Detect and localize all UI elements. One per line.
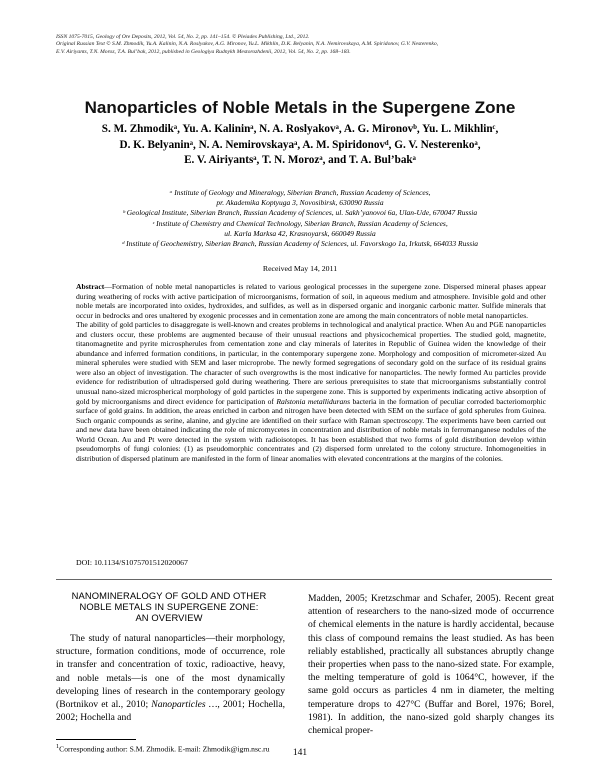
section-heading-line-2: NOBLE METALS IN SUPERGENE ZONE: <box>79 601 259 613</box>
left-text-a: The study of natural nanoparticles—their morphology, structure, formation conditions, mode of occurrence, role in transfer and concentration of toxic, radioactive, heavy, and noble metals—is one of the most dynamically developing lines of research in the contemporary geology (Bortnikov et al., 2010; <box>56 633 285 711</box>
abstract-text-2a: The ability of gold particles to disaggregate is well-known and creates problems in technological and analytical practice. When Au and PGE nanoparticles and clusters occur, these problems are augmented because of their unusual reactions and physicochemical properties. The studied gold, magnetite, titanomagnetite and pyrite microspherules from cementation zone and clay minerals of laterites in Republic of Guinea widen the knowledge of their abundance and inferred formation conditions, in particular, in the contemporary supergene zone. Morphology and composition of micrometer-sized Au mineral spherules were studied with SEM and laser microprobe. The newly formed segregations of secondary gold on the surface of its residual grains were also an object of investigation. The character of such overgrowths is the most indicative for nanoparticles. The newly formed Au particles provide evidence for redistribution of ultradispersed gold during weathering. There are serious prerequisites to state that microorganisms substantially control unusual nano-sized microspherical morphology of gold particles in the supergene zone. This is supported by experiments indicating active absorption of gold by microorganisms and direct evidence for participation of <box>76 320 546 406</box>
paper-title: Nanoparticles of Noble Metals in the Supergene Zone <box>84 98 516 117</box>
abstract-paragraph-1 <box>76 282 546 320</box>
left-text-b: , 2001; Hochella, 2002; Hochella and <box>56 699 285 724</box>
affiliation-a-line-2: pr. Akademika Koptyuga 3, Novosibirsk, 630090 Russia <box>216 198 384 208</box>
page-number: 141 <box>292 748 308 758</box>
section-heading-line-1: NANOMINERALOGY OF GOLD AND OTHER <box>71 590 267 601</box>
abstract-bacteria-name: Ralstonia metallidurans <box>276 396 351 406</box>
affiliation-d: ᵈ Institute of Geochemistry, Siberian Branch, Russian Academy of Sciences, ul. Favorskogo 1a, Irkutsk, 664033 Russia <box>121 239 479 249</box>
affiliation-b: ᵇ Geological Institute, Siberian Branch, Russian Academy of Sciences, ul. Sakh’yanovoi 6a, Ulan-Ude, 670047 Russia <box>122 208 478 218</box>
footnote-text: Corresponding author: S.M. Zhmodik. E-mail: Zhmodik@igm.nsc.ru <box>59 744 270 754</box>
journal-header <box>56 34 556 56</box>
received-date: Received May 14, 2011 <box>262 264 338 273</box>
section-heading <box>56 590 282 624</box>
affiliation-c-line-2: ul. Karla Marksa 42, Krasnoyarsk, 660049 Russia <box>224 228 376 238</box>
body-column-right: Madden, 2005; Kretzschmar and Schafer, 2005). Recent great attention of researchers to the nano-sized mode of occurrence of chemical elements in the nature is hardly accidental, because this class of compound remains the least studied. As has been reliably established, practically all substances abruptly change their properties when pass to the nano-sized state. For example, the melting temperature of gold is 1064°C, however, if the same gold occurs as particles 4 nm in diameter, the melting temperature drops to 427°C (Buffar and Borel, 1976; Borel, 1981). In addition, the nano-sized gold sharply changes its chemical proper- <box>308 593 554 737</box>
header-line-1: ISSN 1075-7015, Geology of Ore Deposits, 2012, Vol. 54, No. 2, pp. 141–154. © Pleiades Publishing, Ltd., 2012. <box>56 34 310 40</box>
header-line-2: Original Russian Text © S.M. Zhmodik, Yu.A. Kalinin, N.A. Roslyakov, A.G. Mironov, Yu.L. Mikhlin, D.K. Belyanin, N.A. Nemirovskaya, A.M. Spiridonov, G.V. Nesterenko, <box>56 41 439 48</box>
abstract-text-2b: bacteria in the formation of peculiar corroded bacteriomorphic surface of gold grains. In addition, the areas enriched in carbon and nitrogen have been detected with SEM on the surface of gold spherules from Guinea. Such organic compounds as serine, alanine, and glycine are identified on their surface with Raman spectroscopy. The experiments have been carried out and new data have been obtained indicating the role of micromycetes in concentration and distribution of noble metals in ferromanganese nodules of the World Ocean. Au and Pt were detected in the system with radioisotopes. It has been established that two forms of gold distribution develop within pseudomorphs of fungi colonies: (1) as pseudomorphic concentrates and (2) dispersed form unrelated to the colony structure. Inhomogeneities in distribution of dispersed platinum are manifested in the form of linear anomalies with elevated concentrations at the margins of the colonies. <box>76 396 547 463</box>
affiliations <box>40 188 560 249</box>
header-line-3: E.V. Airiyants, T.N. Moroz, T.A. Bul’bak, 2012, published in Geologiya Rudnykh Mestorozhdenii, 2012, Vol. 54, No. 2, pp. 168–183. <box>56 48 351 55</box>
authors-line-2: D. K. Belyaninᵃ, N. A. Nemirovskayaᵃ, A. M. Spiridonovᵈ, G. V. Nesterenkoᵃ, <box>119 138 481 151</box>
body-column-left <box>56 632 285 724</box>
doi: DOI: 10.1134/S1075701512020067 <box>76 558 188 567</box>
affiliation-a-line-1: ᵃ Institute of Geology and Mineralogy, Siberian Branch, Russian Academy of Sciences, <box>169 188 431 197</box>
divider <box>56 579 552 580</box>
left-text-italic: Nanoparticles … <box>151 699 218 711</box>
section-heading-line-3: AN OVERVIEW <box>135 612 203 624</box>
authors-line-3: E. V. Airiyantsᵃ, T. N. Morozᵃ, and T. A. Bul’bakᵃ <box>184 154 416 166</box>
abstract-text-1: —Formation of noble metal nanoparticles is related to various geological processes in the supergene zone. Dispersed mineral phases appear during weathering of rocks with active participation of microorganisms, formation of soil, in aqueous medium and atmosphere. Invisible gold and other noble metals are incorporated into oxides, hydroxides, and sulfides, as well as in dispersed organic and inorganic carbonic matter. Sulfide minerals that occur in bedrocks and ores unaltered by exogenic processes and in cementation zone are among the main concentrators of noble metal nanoparticles. <box>76 282 546 320</box>
abstract-paragraph-2 <box>76 320 546 463</box>
affiliation-c-line-1: ᶜ Institute of Chemistry and Chemical Technology, Siberian Branch, Russian Academy of Sciences, <box>152 218 448 228</box>
abstract-label: Abstract <box>76 282 105 291</box>
abstract <box>76 282 546 463</box>
author-list <box>60 122 540 169</box>
authors-line-1: S. M. Zhmodikᵃ, Yu. A. Kalininᵃ, N. A. Roslyakovᵃ, A. G. Mironovᵇ, Yu. L. Mikhlinᶜ, <box>101 123 499 135</box>
footnote-mark: 1 <box>56 743 60 750</box>
footnote-rule <box>56 739 136 740</box>
